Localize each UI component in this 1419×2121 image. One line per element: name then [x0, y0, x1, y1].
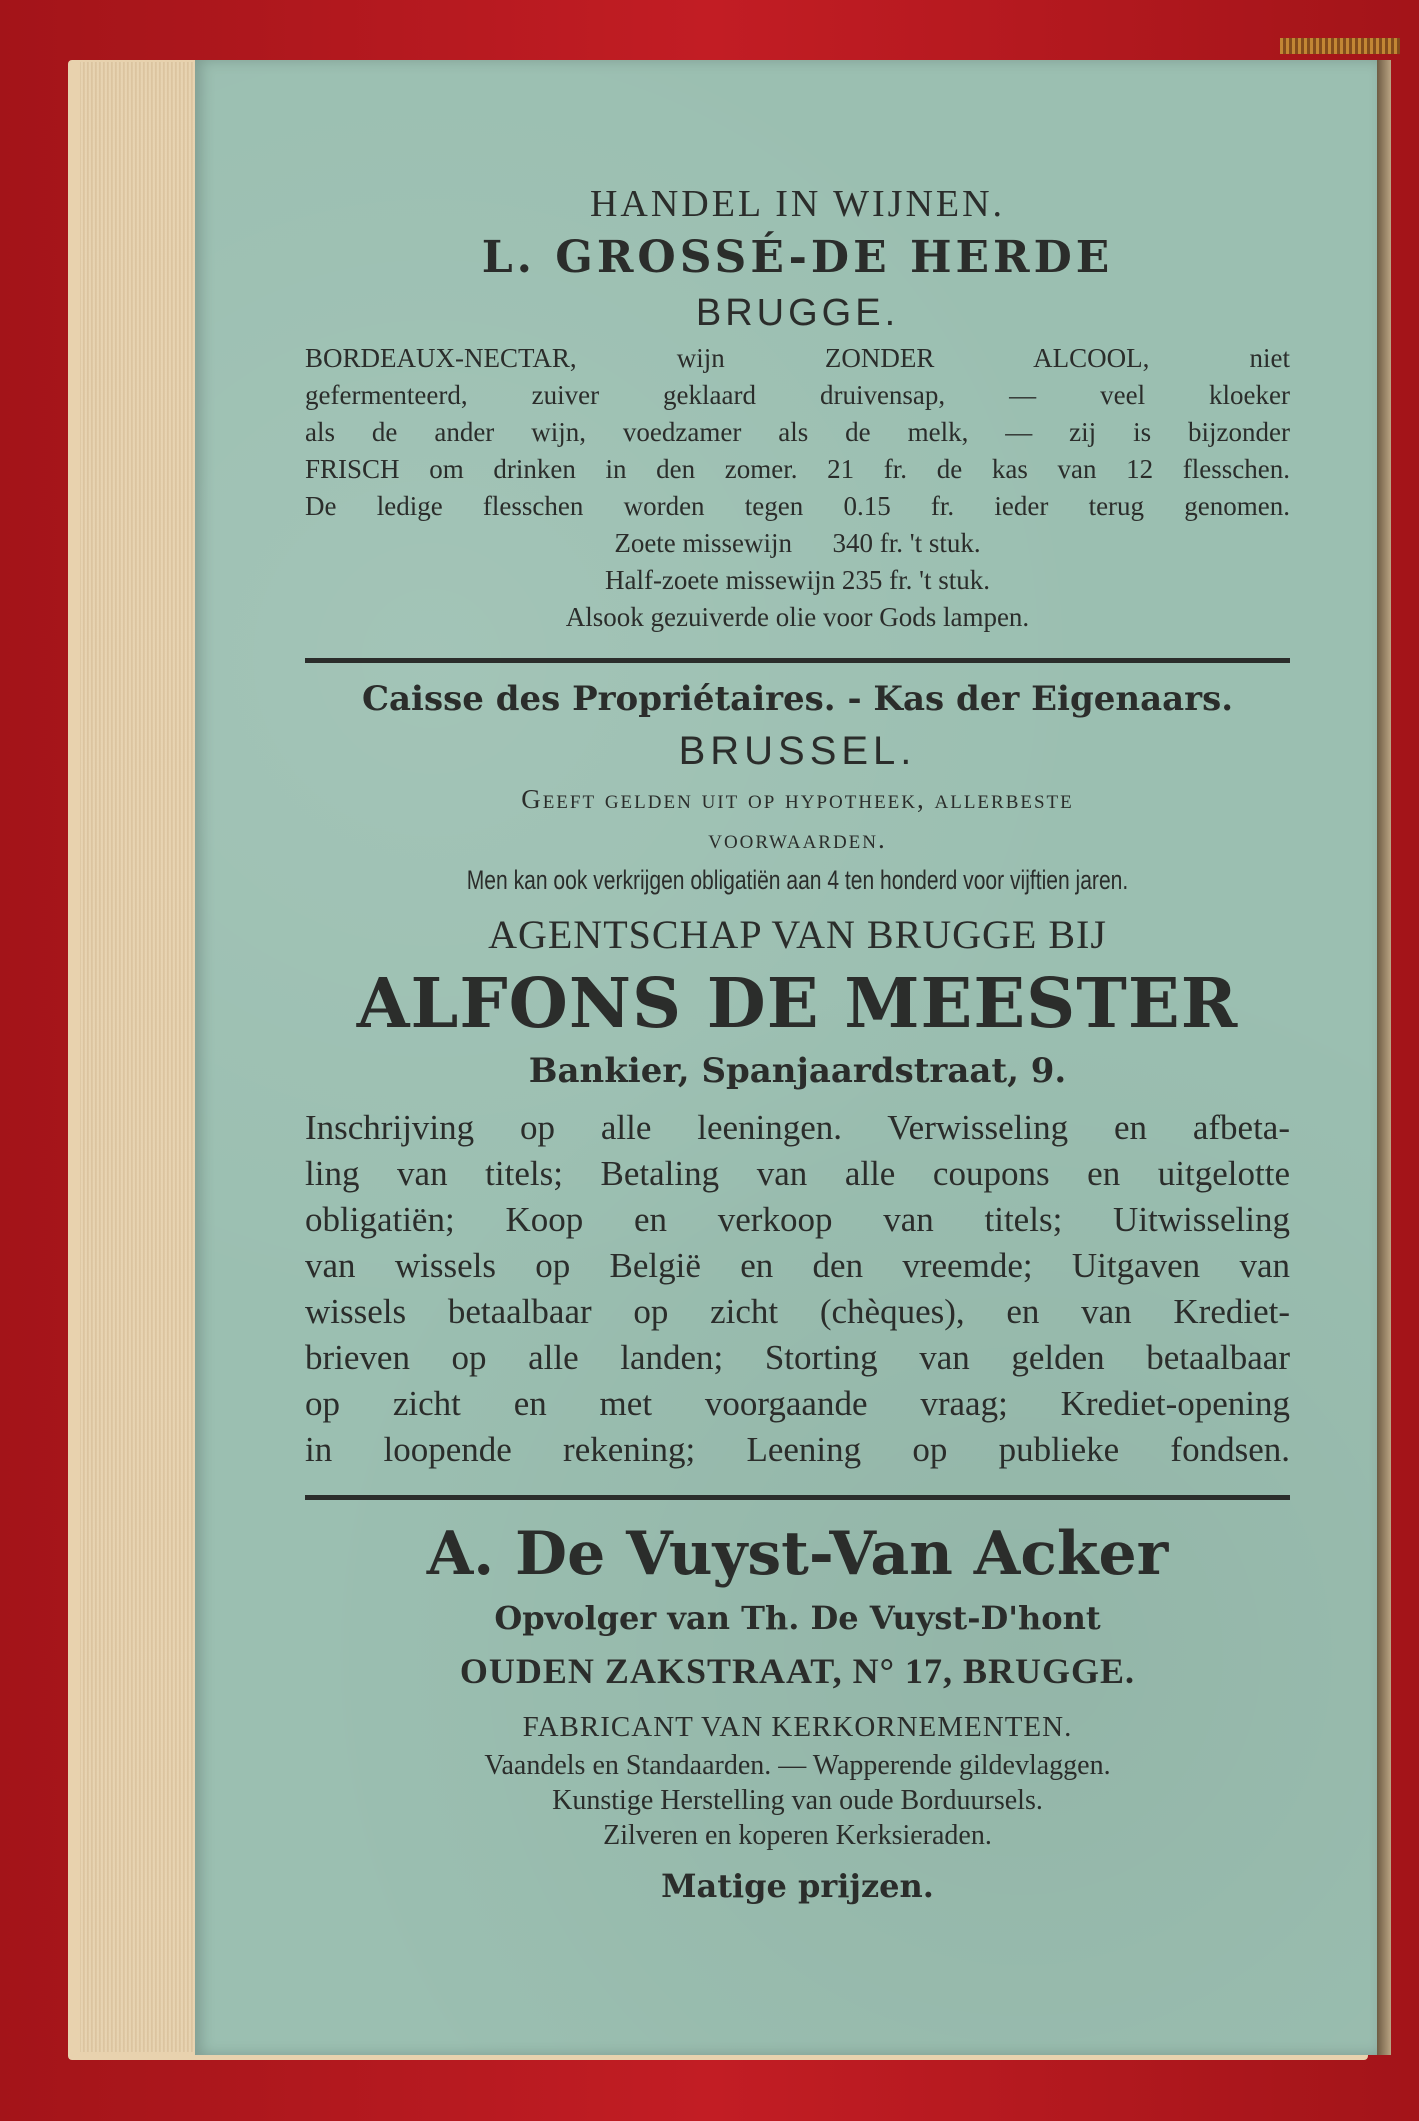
- ad3-product-line: Vaandels en Standaarden. — Wapperende gildevlaggen.: [484, 1750, 1111, 1781]
- ad2-offer-line1: Geeft gelden uit op hypotheek, allerbeste: [521, 784, 1074, 814]
- ad2-banker-name: ALFONS DE MEESTER: [356, 964, 1239, 1044]
- ad-church-ornaments: [305, 1514, 1290, 1911]
- ad2-banker-address: Bankier, Spanjaardstraat, 9.: [528, 1051, 1067, 1091]
- ad2-offer-line2: voorwaarden.: [708, 824, 887, 854]
- page-gutter: [1377, 60, 1391, 2055]
- ad2-service-line: obligatiën; Koop en verkoop van titels; Uitwisseling: [305, 1200, 1290, 1239]
- ad1-city: BRUGGE.: [695, 292, 900, 334]
- ad2-service-line: Inschrijving op alle leeningen. Verwisseling en afbeta-: [305, 1108, 1290, 1147]
- ad2-service-line: brieven op alle landen; Storting van gelden betaalbaar: [305, 1338, 1290, 1377]
- page-stack: [80, 62, 200, 2052]
- ad1-merchant-name: L. GROSSÉ-DE HERDE: [481, 232, 1114, 283]
- ad1-heading: HANDEL IN WIJNEN.: [589, 183, 1006, 225]
- ad2-service-line: op zicht en met voorgaande vraag; Krediet-opening: [305, 1384, 1290, 1423]
- ad2-services: [305, 1105, 1290, 1473]
- ad3-name: A. De Vuyst-Van Acker: [426, 1519, 1169, 1589]
- bookmark-ribbon: [1280, 38, 1400, 54]
- ad-caisse: [305, 677, 1290, 1473]
- ad1-item: Alsook gezuiverde olie voor Gods lampen.: [565, 602, 1030, 632]
- ad1-item: Zoete missewijn 340 fr. 't stuk.: [614, 528, 981, 558]
- ad1-line: als de ander wijn, voedzamer als de melk, — zij is bijzonder: [305, 417, 1290, 447]
- ad1-line: FRISCH om drinken in den zomer. 21 fr. de kas van 12 flesschen.: [305, 454, 1290, 484]
- divider-rule: [305, 658, 1290, 663]
- ad3-trade: FABRICANT VAN KERKORNEMENTEN.: [522, 1711, 1073, 1743]
- ad3-products: [305, 1748, 1290, 1853]
- ad3-successor: Opvolger van Th. De Vuyst-D'hont: [494, 1599, 1101, 1637]
- ad1-item: Half-zoete missewijn 235 fr. 't stuk.: [604, 565, 991, 595]
- ad1-line: BORDEAUX-NECTAR, wijn ZONDER ALCOOL, niet: [305, 343, 1290, 373]
- ad2-service-line: ling van titels; Betaling van alle coupons en uitgelotte: [305, 1154, 1290, 1193]
- ad2-obligations: Men kan ook verkrijgen obligatiën aan 4 ten honderd voor vijftien jaren.: [466, 865, 1129, 895]
- ad-wine-merchant: [305, 180, 1290, 636]
- ad1-line: gefermenteerd, zuiver geklaard druivensap, — veel kloeker: [305, 380, 1290, 410]
- ad2-service-line: in loopende rekening; Leening op publieke fondsen.: [305, 1430, 1290, 1469]
- ad3-address: OUDEN ZAKSTRAAT, N° 17, BRUGGE.: [459, 1651, 1136, 1691]
- ad2-service-line: van wissels op België en den vreemde; Uitgaven van: [305, 1246, 1290, 1285]
- ad2-heading: Caisse des Propriétaires. - Kas der Eigenaars.: [361, 679, 1234, 719]
- divider-rule: [305, 1495, 1290, 1500]
- page-content: [305, 180, 1290, 1911]
- ad2-service-line: wissels betaalbaar op zicht (chèques), en van Krediet-: [305, 1292, 1290, 1331]
- ad3-prices: Matige prijzen.: [661, 1867, 934, 1905]
- ad1-description: [305, 340, 1290, 636]
- ad2-agency: AGENTSCHAP VAN BRUGGE BIJ: [488, 912, 1107, 957]
- ad3-product-line: Zilveren en koperen Kerksieraden.: [603, 1820, 992, 1851]
- ad2-city: BRUSSEL.: [678, 729, 917, 773]
- ad1-line: De ledige flesschen worden tegen 0.15 fr. ieder terug genomen.: [305, 491, 1290, 521]
- ad3-product-line: Kunstige Herstelling van oude Borduursels.: [552, 1785, 1043, 1816]
